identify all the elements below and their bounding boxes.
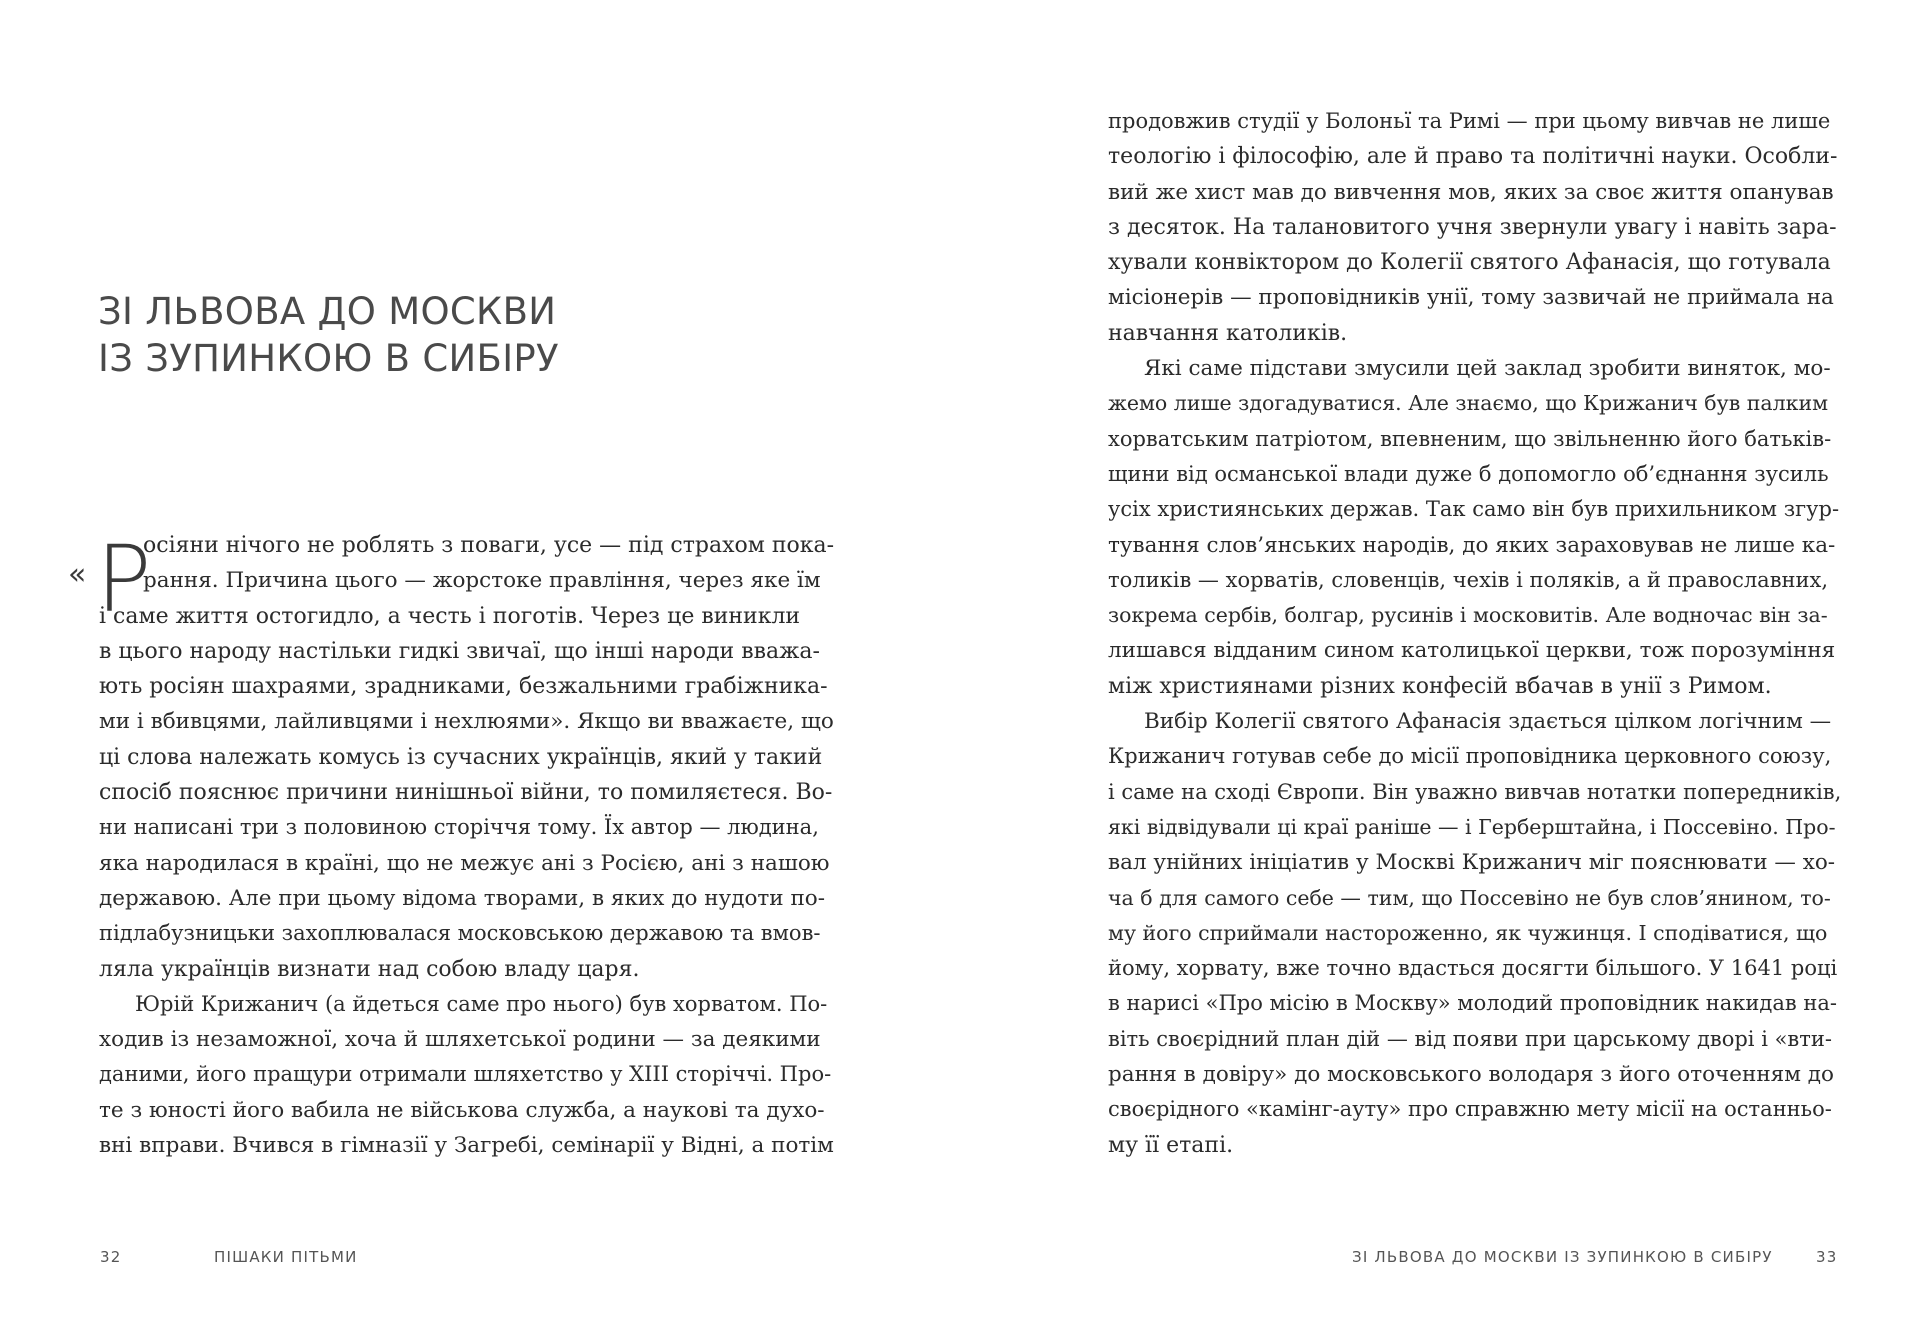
text-line: хорватським патріотом, впевненим, що звільненню його батьків- xyxy=(1108,426,1832,451)
text-line: даними, його пращури отримали шляхетство у XIII сторіччі. Про- xyxy=(99,1062,832,1087)
text-line: вал унійних ініціатив у Москві Крижанич міг пояснювати — хо- xyxy=(1108,850,1836,876)
left-body-text xyxy=(99,528,834,1163)
text-line: які відвідували ці краї раніше — і Герберштайна, і Поссевіно. Про- xyxy=(1108,814,1836,839)
text-line: ми і вбивцями, лайливцями і нехлюями». Якщо ви вважаєте, що xyxy=(99,709,834,735)
text-line: віть своєрідний план дій — від появи при царському дворі і «вти- xyxy=(1108,1026,1832,1051)
text-line: ходив із незаможної, хоча й шляхетської родини — за деякими xyxy=(99,1027,821,1053)
text-line: толиків — хорватів, словенців, чехів і поляків, а й православних, xyxy=(1108,567,1829,592)
text-line: Крижанич готував себе до місії проповідника церковного союзу, xyxy=(1108,744,1832,769)
text-line: ча б для самого себе — тим, що Поссевіно не був слов’янином, то- xyxy=(1108,885,1831,910)
text-line: му її етапі. xyxy=(1108,1132,1234,1158)
text-line: йому, хорвату, вже точно вдасться досягти більшого. У 1641 році xyxy=(1108,956,1838,981)
text-line: вий же хист мав до вивчення мов, яких за своє життя опанував xyxy=(1108,179,1834,205)
text-line: тування слов’янських народів, до яких зараховував не лише ка- xyxy=(1108,532,1836,558)
text-line: Які саме підстави змусили цей заклад зробити виняток, мо- xyxy=(1144,356,1831,382)
page-number-right: 33 xyxy=(1816,1248,1838,1266)
text-line: зокрема сербів, болгар, русинів і московитів. Але водночас він за- xyxy=(1108,603,1828,628)
text-line: в цього народу настільки гидкі звичаї, що інші народи вважа- xyxy=(99,638,820,664)
text-line: підлабузницьки захоплювалася московською державою та вмов- xyxy=(99,921,821,946)
text-line: державою. Але при цьому відома творами, в яких до нудоти по- xyxy=(99,885,825,911)
text-line: ють росіян шахраями, зрадниками, безжальними грабіжника- xyxy=(99,674,828,700)
text-line: му його сприймали настороженно, як чужинця. І сподіватися, що xyxy=(1108,920,1828,945)
chapter-title xyxy=(98,288,798,382)
text-line: лишався відданим сином католицької церкви, тож порозуміння xyxy=(1108,638,1836,664)
text-line: щини від османської влади дуже б допомогло об’єднання зусиль xyxy=(1108,461,1829,486)
text-line: хували конвіктором до Колегії святого Афанасія, що готувала xyxy=(1108,250,1831,276)
text-line: з десяток. На талановитого учня звернули увагу і навіть зара- xyxy=(1108,214,1837,240)
text-line: жемо лише здогадуватися. Але знаємо, що Крижанич був палким xyxy=(1108,391,1829,416)
text-line: ляла українців визнати над собою владу царя. xyxy=(99,956,640,982)
text-line: Юрій Крижанич (а йдеться саме про нього) був хорватом. По- xyxy=(135,991,828,1016)
text-line: те з юності його вабила не військова служба, а наукові та духо- xyxy=(99,1097,825,1123)
text-line: яка народилася в країні, що не межує ані з Росією, ані з нашою xyxy=(99,850,830,876)
text-line: навчання католиків. xyxy=(1108,320,1348,346)
page-number-left: 32 xyxy=(100,1248,122,1266)
right-body-text xyxy=(1108,104,1843,1163)
running-head-right: ЗІ ЛЬВОВА ДО МОСКВИ ІЗ ЗУПИНКОЮ В СИБІРУ xyxy=(1352,1248,1773,1266)
text-line: Вибір Колегії святого Афанасія здається цілком логічним — xyxy=(1144,709,1832,735)
opening-quote-mark: « xyxy=(68,557,87,592)
running-head-left: ПІШАКИ ПІТЬМИ xyxy=(214,1248,358,1266)
text-line: продовжив студії у Болоньї та Римі — при цьому вивчав не лише xyxy=(1108,109,1831,133)
text-line: вні вправи. Вчився в гімназії у Загребі, семінарії у Відні, а потім xyxy=(99,1133,834,1159)
text-line: і саме життя остогидло, а честь і поготів. Через це виникли xyxy=(99,603,801,629)
chapter-title-line-1: ЗІ ЛЬВОВА ДО МОСКВИ xyxy=(98,290,557,333)
right-page xyxy=(960,0,1920,1324)
text-line: усіх християнських держав. Так само він був прихильником згур- xyxy=(1108,497,1840,522)
text-line: рання. Причина цього — жорстоке правління, через яке їм xyxy=(143,568,821,594)
text-line: ни написані три з половиною сторіччя тому. Їх автор — людина, xyxy=(99,815,819,840)
text-line: спосіб пояснює причини нинішньої війни, то помиляєтеся. Во- xyxy=(99,780,833,806)
text-line: своєрідного «камінг-ауту» про справжню мету місії на останньо- xyxy=(1108,1097,1832,1122)
text-line: і саме на сході Європи. Він уважно вивчав нотатки попередників, xyxy=(1108,779,1842,804)
chapter-title-line-2: ІЗ ЗУПИНКОЮ В СИБІРУ xyxy=(98,337,559,380)
text-line: осіяни нічого не роблять з поваги, усе — під страхом пока- xyxy=(143,533,835,558)
text-line: теологію і філософію, але й право та політичні науки. Особли- xyxy=(1108,144,1838,170)
text-line: між християнами різних конфесій вбачав в унії з Римом. xyxy=(1108,673,1772,699)
text-line: рання в довіру» до московського володаря з його оточенням до xyxy=(1108,1062,1834,1088)
text-line: місіонерів — проповідників унії, тому зазвичай не приймала на xyxy=(1108,285,1834,311)
drop-cap: Р xyxy=(96,526,152,633)
text-line: ці слова належать комусь із сучасних українців, який у такий xyxy=(99,744,823,770)
text-line: в нарисі «Про місію в Москву» молодий проповідник накидав на- xyxy=(1108,991,1837,1016)
